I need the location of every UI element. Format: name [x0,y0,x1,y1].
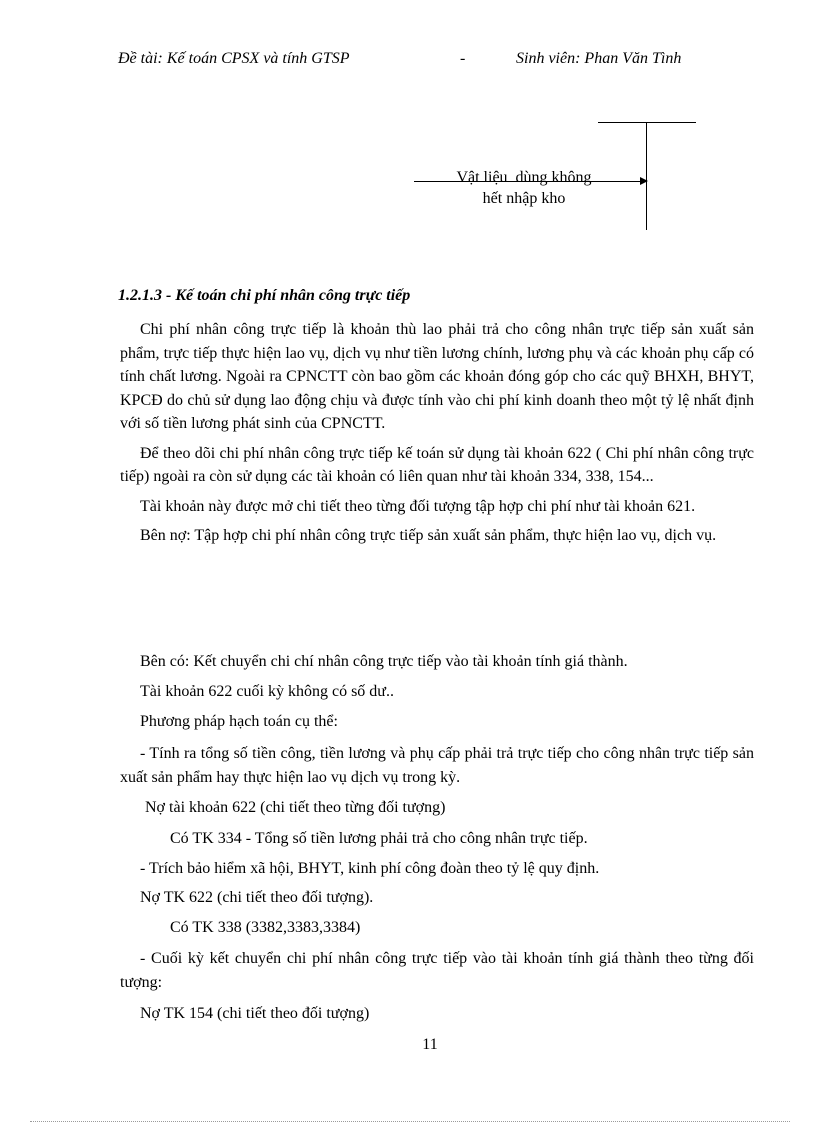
body-text [120,318,754,554]
paragraph-7: Phương pháp hạch toán cụ thể: [140,713,338,730]
arrow-head-icon [640,177,648,185]
header-topic: Đề tài: Kế toán CPSX và tính GTSP [118,50,350,67]
entry-debit-622-b: Nợ TK 622 (chi tiết theo đối tượng). [140,889,374,906]
header-separator: - [460,50,466,67]
paragraph-1: Chi phí nhân công trực tiếp là khoản thù lao phải trả cho công nhân trực tiếp sản xuất sản phẩm, trực tiếp thực hiện lao vụ, dịch vụ như tiền lương chính, lương phụ và các khoản phụ cấp có tính chất lương. Ngoài ra CPNCTT còn bao gồm các khoản đóng góp cho các quỹ BHXH, BHYT, KPCĐ do chủ sử dụng lao động chịu và được tính vào chi phí kinh doanh theo một tỷ lệ nhất định với số tiền lương phát sinh của CPNCTT. [120,321,754,432]
paragraph-social-insurance: - Trích bảo hiểm xã hội, BHYT, kinh phí công đoàn theo tỷ lệ quy định. [140,860,600,877]
flow-diagram [400,110,720,240]
entry-credit-338: Có TK 338 (3382,3383,3384) [170,919,361,936]
entry-debit-154: Nợ TK 154 (chi tiết theo đối tượng) [140,1005,370,1022]
paragraph-5: Bên có: Kết chuyển chi chí nhân công trực tiếp vào tài khoản tính giá thành. [140,653,628,670]
entry-credit-334: Có TK 334 - Tổng số tiền lương phải trả cho công nhân trực tiếp. [170,830,588,847]
diagram-vertical-line [646,122,647,230]
diagram-label-line1: Vật liệu dùng không [456,169,592,186]
page-bottom-rule [30,1121,790,1122]
entry-debit-622: Nợ tài khoản 622 (chi tiết theo từng đối tượng) [145,799,446,816]
section-title: 1.2.1.3 - Kế toán chi phí nhân công trực tiếp [118,287,411,304]
paragraph-3: Tài khoản này được mở chi tiết theo từng đối tượng tập hợp chi phí như tài khoản 621. [140,497,696,515]
paragraph-closing-transfer: - Cuối kỳ kết chuyển chi phí nhân công trực tiếp vào tài khoản tính giá thành theo từng đối tượng: [120,950,754,991]
paragraph-2: Để theo dõi chi phí nhân công trực tiếp kế toán sử dụng tài khoản 622 ( Chi phí nhân công trực tiếp) ngoài ra còn sử dụng các tài khoản có liên quan như tài khoản 334, 338, 154... [120,444,754,485]
page-number: 11 [422,1036,438,1053]
header-student: Sinh viên: Phan Văn Tình [516,50,682,67]
paragraph-8: - Tính ra tổng số tiền công, tiền lương và phụ cấp phải trả trực tiếp cho công nhân trực tiếp sản xuất sản phẩm hay thực hiện lao vụ dịch vụ trong kỳ. [120,745,754,786]
diagram-label [440,167,608,209]
diagram-top-line [598,122,696,123]
diagram-label-line2: hết nhập kho [482,190,566,207]
page-header [118,50,718,72]
paragraph-6: Tài khoản 622 cuối kỳ không có số dư.. [140,683,394,700]
paragraph-4: Bên nợ: Tập hợp chi phí nhân công trực tiếp sản xuất sản phẩm, thực hiện lao vụ, dịch vụ. [140,527,717,544]
